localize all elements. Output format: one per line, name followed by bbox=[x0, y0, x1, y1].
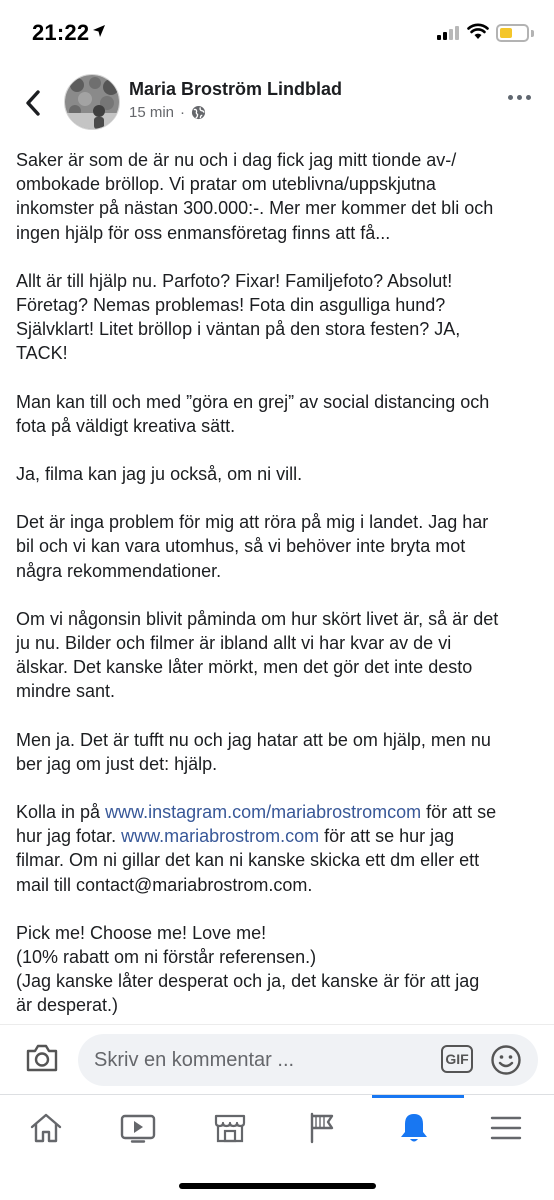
text-line: Allt är till hjälp nu. Parfoto? Fixar! Familjefoto? Absolut! bbox=[16, 270, 453, 291]
gif-button[interactable]: GIF bbox=[441, 1045, 473, 1073]
text-line: ingen hjälp för oss enmansföretag finns att få... bbox=[16, 222, 391, 243]
closing-paragraph bbox=[16, 921, 546, 1018]
battery-level bbox=[500, 28, 512, 38]
meta-separator: · bbox=[180, 104, 186, 121]
text-line: ju nu. Bilder och filmer är ibland allt vi har kvar av de vi bbox=[16, 633, 452, 654]
cellular-signal-icon bbox=[437, 26, 459, 40]
emoji-button[interactable] bbox=[490, 1044, 522, 1081]
text-line: Självklart! Litet bröllop i väntan på den stora festen? JA, bbox=[16, 319, 461, 340]
battery-nub bbox=[531, 30, 534, 37]
text-line: (Jag kanske låter desperat och ja, det kanske är för att jag bbox=[16, 971, 480, 992]
text-line: TACK! bbox=[16, 343, 68, 364]
avatar-photo-icon bbox=[65, 75, 120, 130]
text-fragment: Kolla in på bbox=[16, 802, 106, 823]
text-line: inkomster på nästan 300.000:-. Mer mer kommer det bli och bbox=[16, 198, 494, 219]
text-fragment: hur jag fotar. bbox=[16, 826, 122, 847]
hamburger-menu-icon bbox=[490, 1115, 522, 1141]
marketplace-store-icon bbox=[213, 1112, 247, 1144]
text-line: Om vi någonsin blivit påminda om hur skört livet är, så är det bbox=[16, 608, 499, 629]
text-fragment: för att se hur jag bbox=[319, 826, 455, 847]
text-line: ombokade bröllop. Vi pratar om uteblivna/uppskjutna bbox=[16, 174, 436, 195]
tab-watch[interactable] bbox=[92, 1095, 184, 1161]
post-time[interactable]: 15 min bbox=[129, 104, 175, 121]
text-line: mail till contact@mariabrostrom.com. bbox=[16, 874, 313, 895]
text-line: är desperat.) bbox=[16, 995, 119, 1016]
comment-composer bbox=[0, 1024, 554, 1094]
bell-icon bbox=[398, 1111, 430, 1145]
text-line: filmar. Om ni gillar det kan ni kanske skicka ett dm eller ett bbox=[16, 850, 480, 871]
text-line: mindre sant. bbox=[16, 681, 116, 702]
flag-icon bbox=[307, 1112, 337, 1144]
text-line: ber jag om just det: hjälp. bbox=[16, 753, 218, 774]
text-line: fota på väldigt kreativa sätt. bbox=[16, 415, 236, 436]
post-paragraph bbox=[16, 607, 546, 704]
post-paragraph bbox=[16, 390, 546, 438]
post-body bbox=[16, 148, 546, 1018]
instagram-link[interactable]: www.instagram.com/mariabrostromcom bbox=[105, 802, 422, 823]
tab-menu[interactable] bbox=[460, 1095, 552, 1161]
wifi-icon bbox=[467, 22, 489, 40]
camera-icon bbox=[25, 1043, 59, 1073]
website-link[interactable]: www.mariabrostrom.com bbox=[121, 826, 320, 847]
battery-icon bbox=[496, 24, 529, 42]
author-avatar[interactable] bbox=[64, 74, 120, 130]
text-line: några rekommendationer. bbox=[16, 560, 222, 581]
back-button[interactable] bbox=[18, 88, 48, 118]
tab-notifications[interactable] bbox=[368, 1095, 460, 1161]
chevron-left-icon bbox=[25, 90, 41, 116]
globe-icon bbox=[191, 105, 206, 120]
smiley-icon bbox=[490, 1044, 522, 1076]
status-bar bbox=[0, 0, 554, 66]
post-header bbox=[0, 66, 554, 144]
tab-marketplace[interactable] bbox=[184, 1095, 276, 1161]
home-icon bbox=[29, 1112, 63, 1144]
text-line: Företag? Nemas problemas! Fota din asgulliga hund? bbox=[16, 295, 446, 316]
text-line: Men ja. Det är tufft nu och jag hatar att be om hjälp, men nu bbox=[16, 729, 491, 750]
post-meta bbox=[129, 104, 206, 121]
text-line: älskar. Det kanske låter mörkt, men det gör det inte desto bbox=[16, 657, 473, 678]
more-options-button[interactable] bbox=[508, 95, 531, 100]
text-line: Man kan till och med ”göra en grej” av social distancing och bbox=[16, 391, 490, 412]
text-fragment: för att se bbox=[421, 802, 497, 823]
post-paragraph bbox=[16, 462, 546, 486]
text-line: (10% rabatt om ni förstår referensen.) bbox=[16, 947, 317, 968]
contact-paragraph bbox=[16, 800, 546, 897]
post-paragraph bbox=[16, 510, 546, 583]
post-paragraph bbox=[16, 269, 546, 366]
text-line: Det är inga problem för mig att röra på mig i landet. Jag har bbox=[16, 512, 489, 533]
text-line: Pick me! Choose me! Love me! bbox=[16, 922, 267, 943]
author-name[interactable]: Maria Broström Lindblad bbox=[129, 79, 343, 99]
text-line: Ja, filma kan jag ju också, om ni vill. bbox=[16, 464, 303, 485]
home-indicator[interactable] bbox=[179, 1183, 376, 1189]
video-play-icon bbox=[120, 1113, 156, 1143]
camera-button[interactable] bbox=[25, 1043, 59, 1078]
status-time: 21:22 bbox=[32, 20, 90, 45]
text-line: Saker är som de är nu och i dag fick jag mitt tionde av-/ bbox=[16, 150, 457, 170]
location-arrow-icon bbox=[92, 24, 106, 38]
post-paragraph bbox=[16, 148, 546, 245]
tab-home[interactable] bbox=[0, 1095, 92, 1161]
text-line: bil och vi kan vara utomhus, så vi behöver inte bryta mot bbox=[16, 536, 466, 557]
tab-pages[interactable] bbox=[276, 1095, 368, 1161]
post-paragraph bbox=[16, 728, 546, 776]
comment-placeholder[interactable]: Skriv en kommentar ... bbox=[94, 1049, 295, 1071]
